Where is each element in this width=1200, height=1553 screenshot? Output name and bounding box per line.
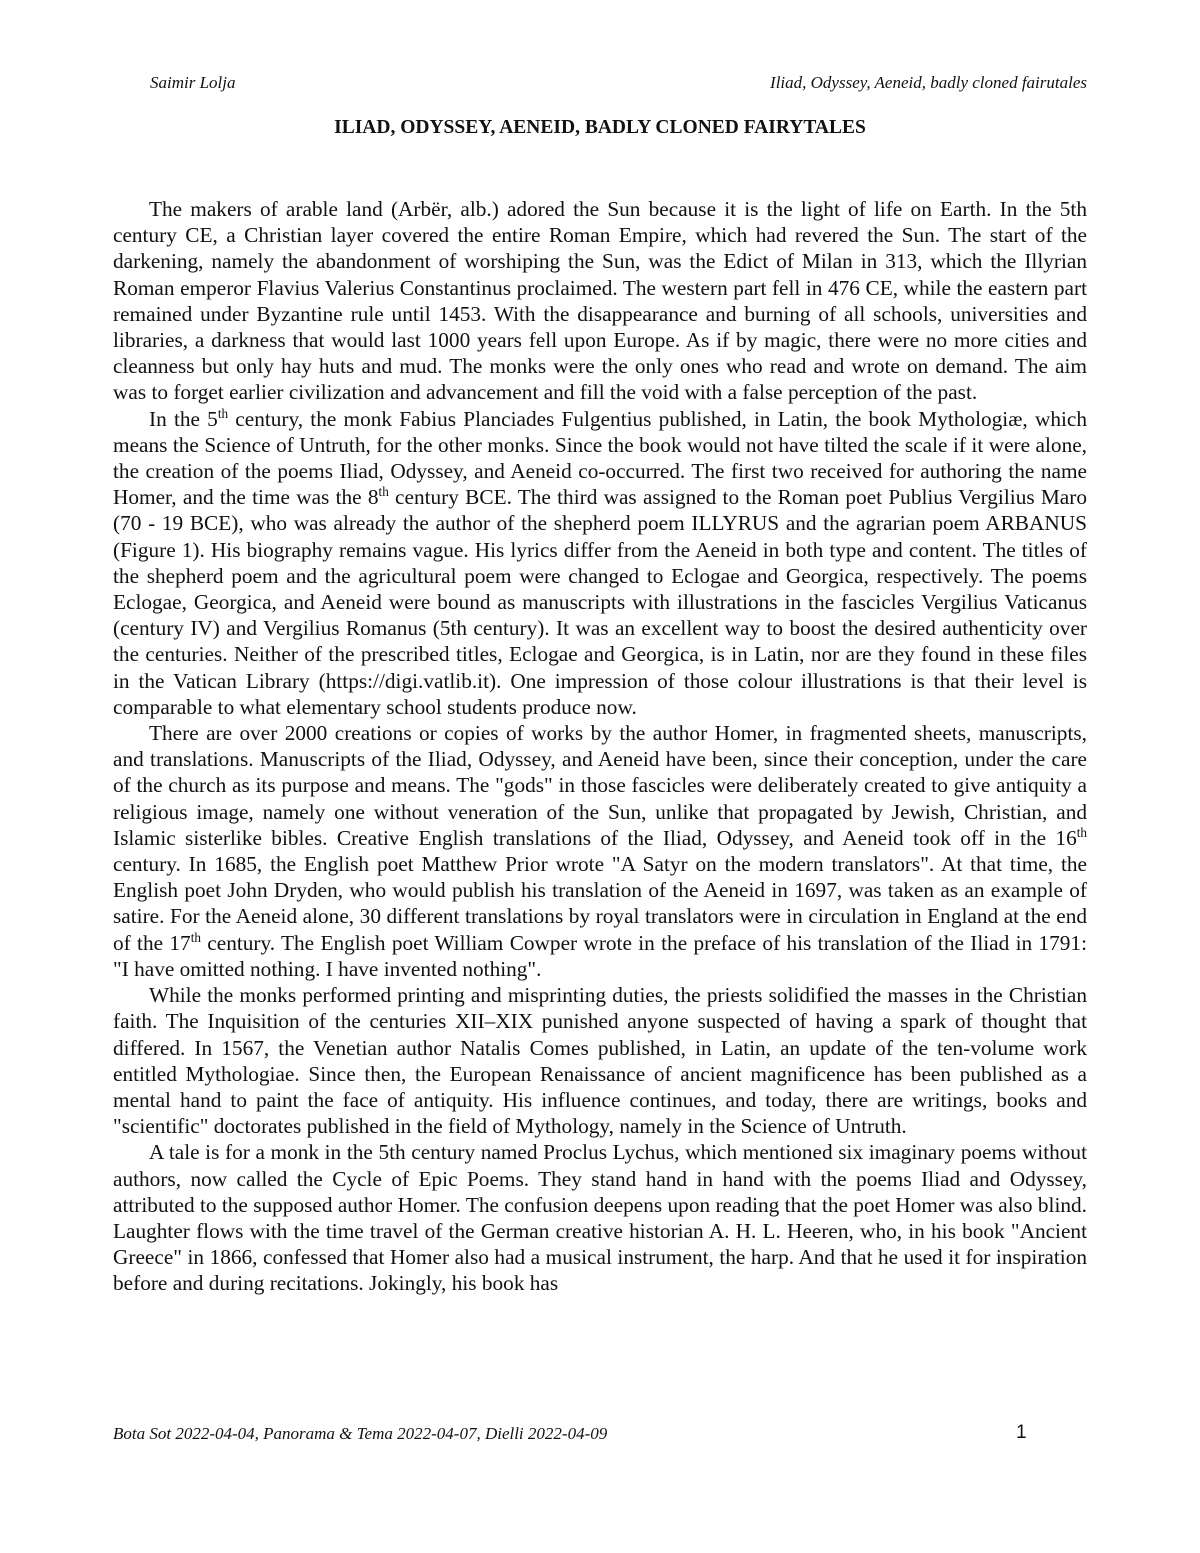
paragraph-text: While the monks performed printing and misprinting duties, the priests solidified the masses in the Christian faith. The Inquisition of the centuries XII–XIX punished anyone suspected of having a spark of thought that differed. In 1567, the Venetian author Natalis Comes published, in Latin, an update of the ten-volume work entitled Mythologiae. Since then, the European Renaissance of ancient magnificence has been published as a mental hand to paint the face of antiquity. His influence continues, and today, there are writings, books and "scientific" doctorates published in the field of Mythology, namely in the Science of Untruth. [113,983,1087,1139]
page-number: 1 [1016,1422,1027,1443]
paragraph-text: In the 5 [149,406,218,431]
article-title: ILIAD, ODYSSEY, AENEID, BADLY CLONED FAIRYTALES [334,117,866,138]
header-running-title: Iliad, Odyssey, Aeneid, badly cloned fairutales [770,73,1087,92]
footer-publication: Bota Sot 2022-04-04, Panorama & Tema 2022-04-07, Dielli 2022-04-09 [113,1424,608,1443]
paragraph-text: century. The English poet William Cowper wrote in the preface of his translation of the Iliad in 1791: "I have omitted nothing. I have invented nothing". [113,930,1087,981]
article-body [113,196,1087,1297]
paragraph-text: century. In 1685, the English poet Matthew Prior wrote "A Satyr on the modern translators". At that time, the English poet John Dryden, who would publish his translation of the Aeneid in 1697, was taken as an example of satire. For the Aeneid alone, 30 different translations by royal translators were in circulation in England at the end of the 17 [113,852,1087,955]
header-author: Saimir Lolja [150,73,236,92]
ordinal-superscript: th [378,484,389,500]
body-paragraph [113,406,1087,720]
paragraph-text: A tale is for a monk in the 5th century named Proclus Lychus, which mentioned six imaginary poems without authors, now called the Cycle of Epic Poems. They stand hand in hand with the poems Iliad and Odyssey, attributed to the supposed author Homer. The confusion deepens upon reading that the poet Homer was also blind. Laughter flows with the time travel of the German creative historian A. H. L. Heeren, who, in his book "Ancient Greece" in 1866, confessed that Homer also had a musical instrument, the harp. And that he used it for inspiration before and during recitations. Jokingly, his book has [113,1140,1087,1296]
body-paragraph [113,982,1087,1139]
body-paragraph [113,1139,1087,1296]
paragraph-text: There are over 2000 creations or copies of works by the author Homer, in fragmented sheets, manuscripts, and translations. Manuscripts of the Iliad, Odyssey, and Aeneid have been, since their conception, under the care of the church as its purpose and means. The "gods" in those fascicles were deliberately created to give antiquity a religious image, namely one without veneration of the Sun, unlike that propagated by Jewish, Christian, and Islamic sisterlike bibles. Creative English translations of the Iliad, Odyssey, and Aeneid took off in the 16 [113,721,1087,850]
ordinal-superscript: th [190,929,201,945]
body-paragraph [113,720,1087,982]
ordinal-superscript: th [1076,824,1087,840]
body-paragraph [113,196,1087,406]
paragraph-text: century, the monk Fabius Planciades Fulgentius published, in Latin, the book Mythologiæ, which means the Science of Untruth, for the other monks. Since the book would not have tilted the scale if it were alone, the creation of the poems Iliad, Odyssey, and Aeneid co-occurred. The first two received for authoring the name Homer, and the time was the 8 [113,406,1087,510]
paragraph-text: The makers of arable land (Arbër, alb.) adored the Sun because it is the light of life on Earth. In the 5th century CE, a Christian layer covered the entire Roman Empire, which had revered the Sun. The start of the darkening, namely the abandonment of worshiping the Sun, was the Edict of Milan in 313, which the Illyrian Roman emperor Flavius Valerius Constantinus proclaimed. The western part fell in 476 CE, while the eastern part remained under Byzantine rule until 1453. With the disappearance and burning of all schools, universities and libraries, a darkness that would last 1000 years fell upon Europe. As if by magic, there were no more cities and cleanness but only hay huts and mud. The monks were the only ones who read and wrote on demand. The aim was to forget earlier civilization and advancement and fill the void with a false perception of the past. [113,197,1087,405]
ordinal-superscript: th [217,405,229,421]
running-header [150,73,1087,93]
paragraph-text: century BCE. The third was assigned to the Roman poet Publius Vergilius Maro (70 - 19 BCE), who was already the author of the shepherd poem ILLYRUS and the agrarian poem ARBANUS (Figure 1). His biography remains vague. His lyrics differ from the Aeneid in both type and content. The titles of the shepherd poem and the agricultural poem were changed to Eclogae and Georgica, respectively. The poems Eclogae, Georgica, and Aeneid were bound as manuscripts with illustrations in the fascicles Vergilius Vaticanus (century IV) and Vergilius Romanus (5th century). It was an excellent way to boost the desired authenticity over the centuries. Neither of the prescribed titles, Eclogae and Georgica, is in Latin, nor are they found in these files in the Vatican Library (https://digi.vatlib.it). One impression of those colour illustrations is that their level is comparable to what elementary school students produce now. [113,485,1088,719]
